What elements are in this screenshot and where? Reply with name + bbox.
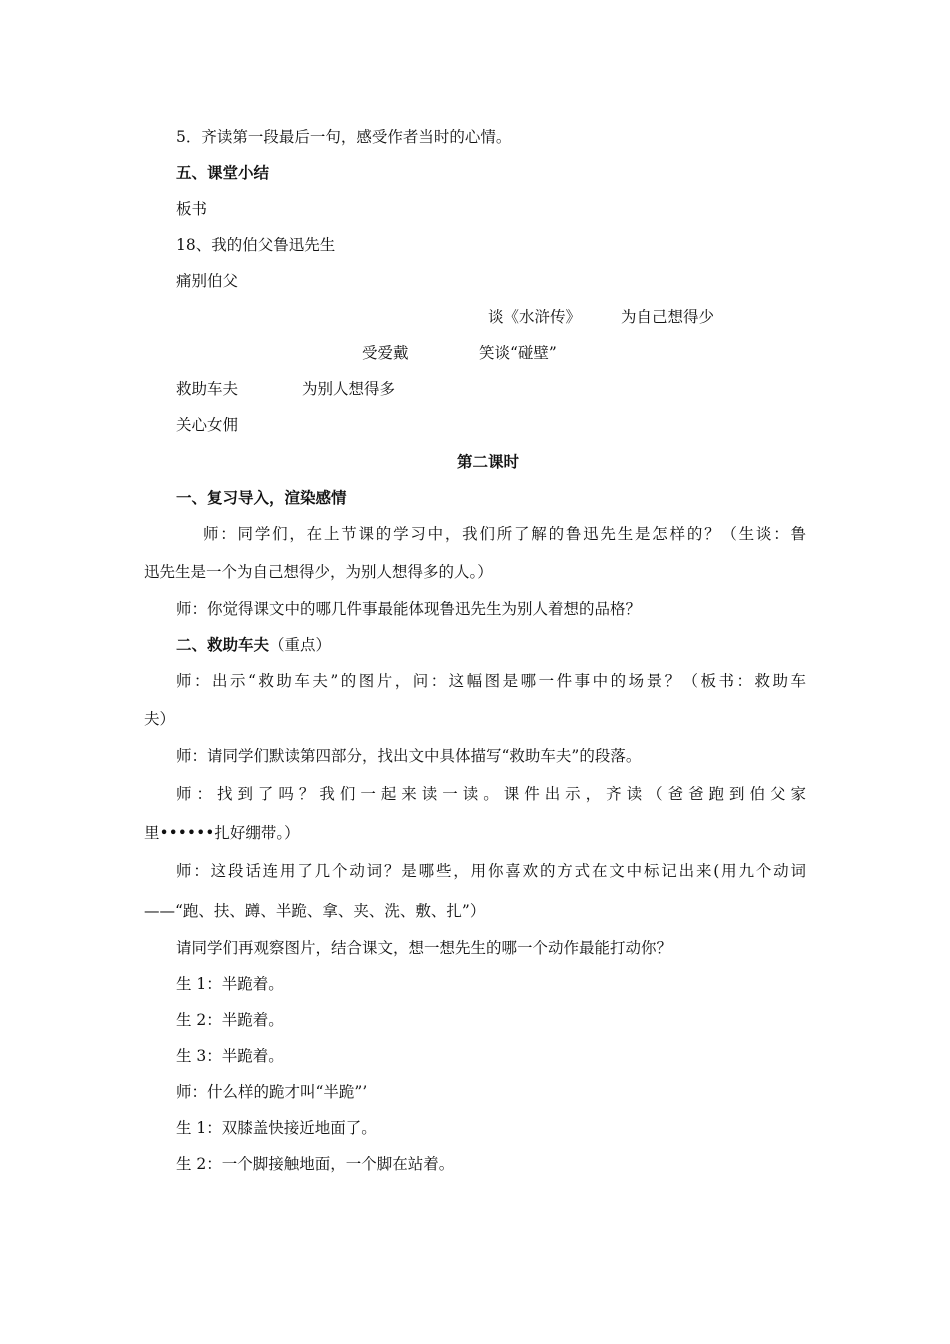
paragraph-teacher-5a: 师：找到了吗？我们一起来读一读。课件出示，齐读（爸爸跑到伯父家 [176, 785, 806, 803]
section-heading-rescue [176, 634, 331, 656]
paragraph-teacher-2: 师：你觉得课文中的哪几件事最能体现鲁迅先生为别人着想的品格？ [176, 600, 642, 618]
paragraph-teacher-8: 师：什么样的跪才叫“半跪”’ [176, 1083, 368, 1101]
section-heading-rescue-note: （重点） [269, 636, 332, 654]
student-answer-3: 生 3：半跪着。 [176, 1047, 284, 1065]
paragraph-read-aloud: 5．齐读第一段最后一句，感受作者当时的心情。 [176, 128, 512, 146]
board-item-beloved: 受爱戴 [362, 344, 409, 362]
section-heading-review: 一、复习导入，渲染感情 [176, 488, 347, 507]
board-item-think-more-others: 为别人想得多 [302, 380, 396, 398]
board-item-care-maid: 关心女佣 [176, 416, 239, 434]
board-item-farewell: 痛别伯父 [176, 272, 239, 290]
student-answer-1: 生 1：半跪着。 [176, 975, 284, 993]
lesson-title: 18、我的伯父鲁迅先生 [176, 236, 336, 254]
board-item-wall-joke: 笑谈“碰壁” [479, 344, 557, 362]
section-heading-summary: 五、课堂小结 [176, 163, 270, 182]
student-answer-5: 生 2：一个脚接触地面，一个脚在站着。 [176, 1155, 455, 1173]
paragraph-teacher-6b: ——“跑、扶、蹲、半跪、拿、夹、洗、敷、扎”） [144, 902, 486, 920]
paragraph-teacher-5b: 里••••••扎好绷带。） [144, 824, 300, 842]
board-item-shuihu: 谈《水浒传》 [488, 308, 582, 326]
paragraph-teacher-4: 师：请同学们默读第四部分，找出文中具体描写“救助车夫”的段落。 [176, 747, 642, 765]
paragraph-teacher-1b: 迅先生是一个为自己想得少，为别人想得多的人。） [144, 563, 493, 581]
lesson-two-heading: 第二课时 [457, 452, 520, 471]
paragraph-teacher-6a: 师：这段话连用了几个动词？是哪些，用你喜欢的方式在文中标记出来(用九个动词 [176, 862, 806, 880]
paragraph-teacher-1a: 师：同学们，在上节课的学习中，我们所了解的鲁迅先生是怎样的？（生谈：鲁 [203, 525, 806, 543]
board-item-think-less-self: 为自己想得少 [621, 308, 715, 326]
paragraph-instruction: 请同学们再观察图片，结合课文，想一想先生的哪一个动作最能打动你？ [176, 939, 673, 957]
paragraph-teacher-3a: 师：出示“救助车夫”的图片，问：这幅图是哪一件事中的场景？（板书：救助车 [176, 672, 806, 690]
student-answer-4: 生 1：双膝盖快接近地面了。 [176, 1119, 377, 1137]
board-item-rescue-driver: 救助车夫 [176, 380, 239, 398]
student-answer-2: 生 2：半跪着。 [176, 1011, 284, 1029]
section-heading-rescue-title: 二、救助车夫 [176, 635, 270, 654]
paragraph-teacher-3b: 夫） [144, 710, 176, 728]
board-label: 板书 [176, 200, 208, 218]
